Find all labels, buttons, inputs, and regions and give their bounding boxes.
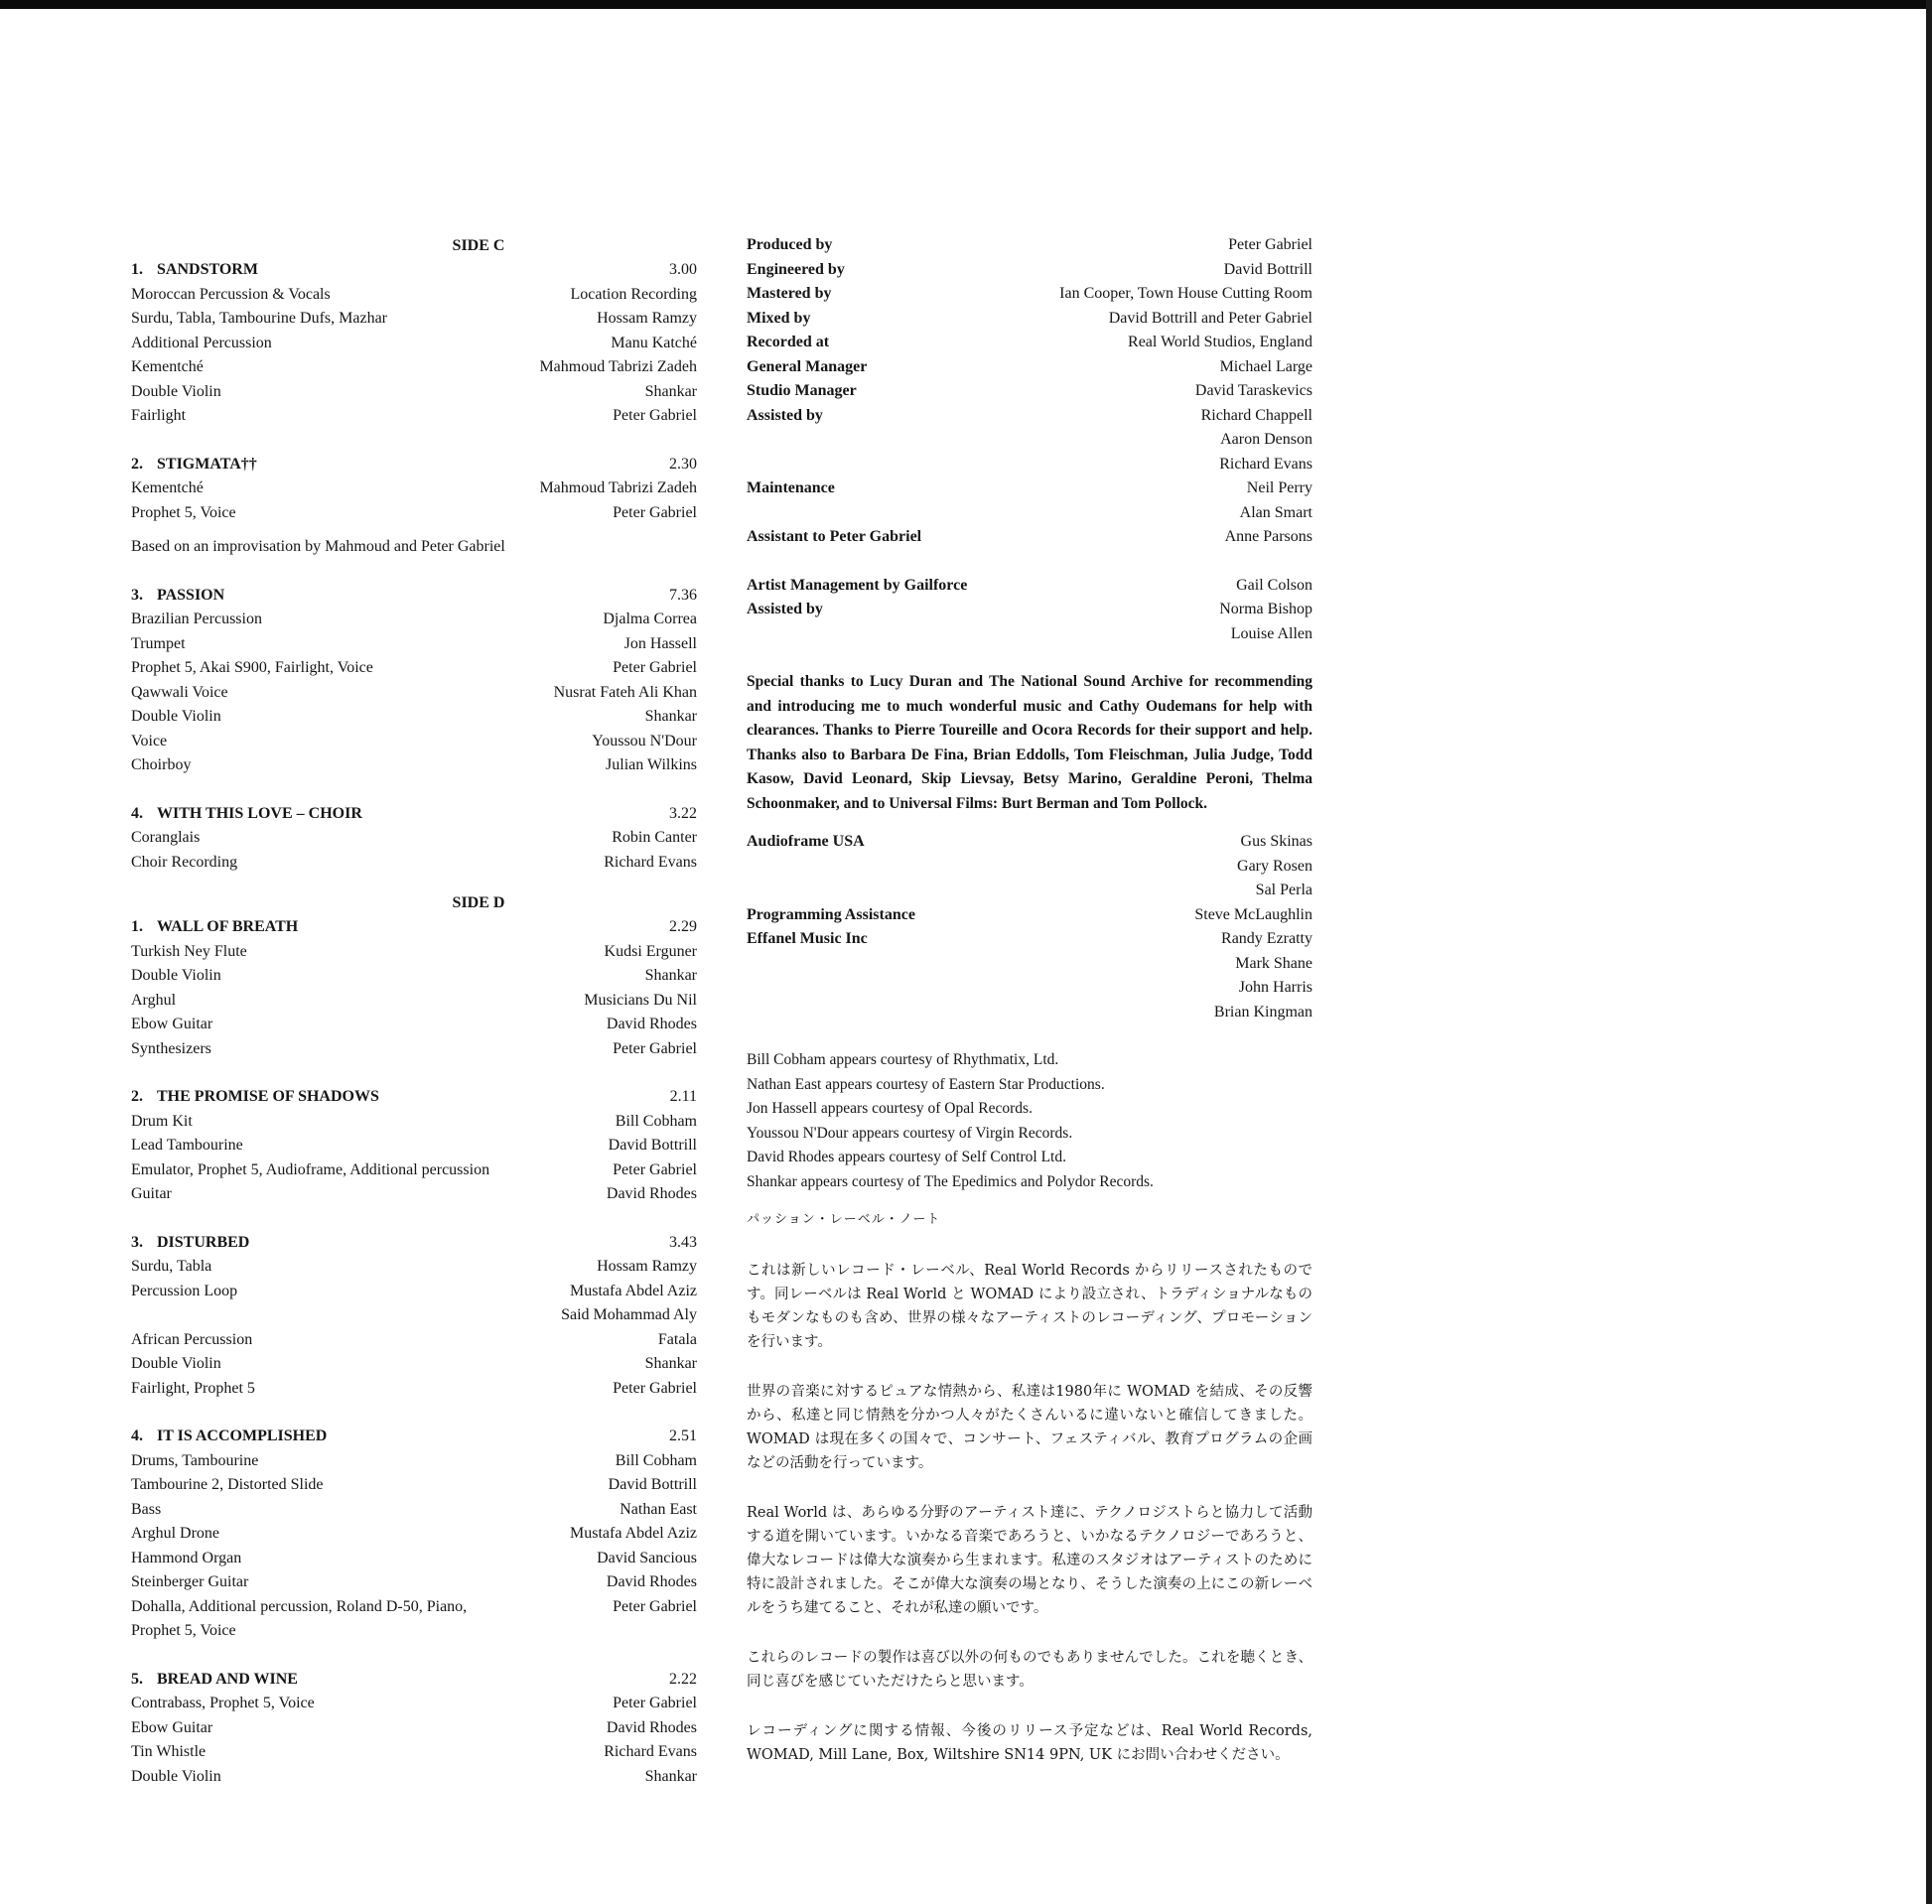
track (131, 453, 697, 560)
side-c-tracks (131, 258, 697, 875)
credit-name: Peter Gabriel (613, 1379, 697, 1397)
track-title: WALL OF BREATH (157, 918, 299, 935)
credit-row (131, 753, 697, 778)
credit-role: Dohalla, Additional percussion, Roland D-50, Piano, (131, 1597, 468, 1615)
credit-row (131, 1013, 697, 1037)
credit-role: Double Violin (131, 382, 221, 400)
credit-name: David Rhodes (606, 1718, 697, 1736)
credit-name: Alan Smart (1239, 503, 1312, 521)
credit-row (747, 307, 1312, 332)
track-title-line (131, 802, 362, 827)
credit-role: Hammond Organ (131, 1549, 242, 1566)
credit-name: Robin Canter (612, 829, 697, 846)
credit-row (747, 574, 1312, 599)
thanks-paragraph: Special thanks to Lucy Duran and The National Sound Archive for recommending and introducing me to much wonderful music and Cathy Oudemans for help with clearances. Thanks to Pierre Toureille and Ocora Records for their support and help. Thanks also to Barbara De Fina, Brian Eddolls, Tom Fleischman, Julia Judge, Todd Kasow, David Leonard, Skip Lievsay, Betsy Marino, Geraldine Peroni, Thelma Schoonmaker, and to Universal Films: Burt Berman and Tom Pollock. (747, 673, 1312, 812)
credit-row (131, 307, 697, 332)
credit-row (131, 705, 697, 730)
track (131, 258, 697, 429)
credit-row (131, 1303, 697, 1328)
credit-name: Shankar (644, 967, 697, 984)
courtesy-line: Shankar appears courtesy of The Epedimics and Polydor Records. (747, 1172, 1154, 1190)
credit-name: Peter Gabriel (613, 1160, 697, 1178)
track-title-line (131, 1668, 298, 1693)
credit-role: Coranglais (131, 829, 201, 846)
credit-role: Artist Management by Gailforce (747, 576, 968, 594)
credit-row (131, 1595, 697, 1620)
japanese-notes (747, 1259, 1312, 1767)
credit-row (747, 453, 1312, 477)
credit-name: Julian Wilkins (606, 756, 697, 773)
credit-row (747, 927, 1312, 952)
credit-name: David Bottrill and Peter Gabriel (1108, 309, 1312, 327)
japanese-paragraph: レコーディングに関する情報、今後のリリース予定などは、Real World Records, WOMAD, Mill Lane, Box, Wiltshire SN14 9PN, UK にお問い合わせください。 (747, 1722, 1312, 1763)
credit-name: Gary Rosen (1237, 857, 1312, 875)
credit-name: Real World Studios, England (1128, 334, 1312, 350)
credit-name: Bill Cobham (615, 1451, 697, 1469)
credit-row (131, 608, 697, 632)
track-number: 4. (131, 1428, 143, 1444)
credit-role: Tin Whistle (131, 1743, 207, 1760)
credit-row (131, 1255, 697, 1280)
production-credits (747, 233, 1312, 550)
track-title-line (131, 1085, 379, 1110)
japanese-paragraph: これは新しいレコード・レーベル、Real World Records からリリースされたものです。同レーベルは Real World と WOMAD により設立され、トラディショナルなものもモダンなものも含め、世界の様々なアーティストのレコーディング、プロモーションを行います。 (747, 1262, 1312, 1350)
credit-role: Choir Recording (131, 853, 238, 871)
track-title-line (131, 1425, 327, 1449)
credit-row (131, 404, 697, 429)
credit-role: Emulator, Prophet 5, Audioframe, Additional percussion (131, 1160, 490, 1178)
credit-role: Brazilian Percussion (131, 611, 262, 627)
credit-row (747, 404, 1312, 429)
credit-row (131, 1522, 697, 1547)
credit-role: Assisted by (747, 601, 823, 617)
track (131, 802, 697, 876)
track (131, 584, 697, 778)
credit-role: Moroccan Percussion & Vocals (131, 285, 331, 303)
credit-name: Peter Gabriel (613, 407, 697, 424)
track-header (131, 802, 697, 827)
credit-row (747, 258, 1312, 283)
credit-row (131, 656, 697, 681)
credit-role: Assisted by (747, 406, 823, 424)
track (131, 1085, 697, 1207)
credit-name: Kudsi Erguner (604, 942, 697, 960)
track-number: 1. (131, 918, 143, 935)
credit-name: Hossam Ramzy (597, 1258, 697, 1275)
track-number: 3. (131, 586, 143, 604)
credit-role: Drums, Tambourine (131, 1451, 259, 1469)
credit-row (131, 501, 697, 526)
credit-role: Synthesizers (131, 1039, 211, 1057)
credit-name: Fatala (657, 1330, 697, 1348)
track-header (131, 915, 697, 940)
track (131, 915, 697, 1061)
credit-name: Peter Gabriel (613, 1695, 697, 1711)
credit-name: David Bottrill (608, 1476, 697, 1493)
credit-row (131, 476, 697, 501)
credit-name: Sal Perla (1255, 882, 1312, 898)
track-header (131, 1425, 697, 1449)
credit-role: Voice (131, 732, 168, 749)
track-duration: 3.00 (669, 261, 697, 278)
track-title-line (131, 453, 257, 477)
credit-role: Tambourine 2, Distorted Slide (131, 1476, 324, 1493)
credit-row (747, 830, 1312, 855)
track-duration: 7.36 (669, 586, 697, 604)
credit-name: Brian Kingman (1213, 1003, 1312, 1020)
credit-role: General Manager (747, 357, 868, 375)
credit-role: Arghul (131, 991, 177, 1009)
credit-name: Djalma Correa (603, 611, 697, 627)
track-duration: 3.22 (669, 804, 697, 822)
credit-name: David Taraskevics (1194, 382, 1312, 399)
side-d-tracks (131, 915, 697, 1789)
credit-role: Assistant to Peter Gabriel (747, 528, 922, 545)
courtesy-line: Youssou N'Dour appears courtesy of Virgin Records. (747, 1124, 1073, 1142)
credit-row (131, 380, 697, 405)
credit-role: Choirboy (131, 756, 192, 773)
credit-row (747, 379, 1312, 404)
credit-name: Peter Gabriel (613, 659, 697, 676)
credit-name: Bill Cobham (615, 1112, 697, 1130)
track-duration: 2.11 (669, 1088, 697, 1105)
credit-role: Surdu, Tabla, Tambourine Dufs, Mazhar (131, 310, 387, 327)
credit-role: Trumpet (131, 634, 186, 652)
track-title-line (131, 258, 258, 283)
credit-row (747, 598, 1312, 622)
credit-name: Manu Katché (611, 334, 697, 351)
credit-name: Musicians Du Nil (584, 991, 697, 1009)
credit-row (131, 681, 697, 706)
credit-name: Peter Gabriel (613, 1039, 697, 1057)
credit-name: Shankar (644, 1767, 697, 1785)
track-number: 4. (131, 804, 143, 822)
credit-role: Turkish Ney Flute (131, 942, 247, 960)
credit-row (747, 476, 1312, 501)
credit-role: Maintenance (747, 479, 835, 496)
courtesy-line: Bill Cobham appears courtesy of Rhythmatix, Ltd. (747, 1051, 1059, 1068)
credit-role: Ebow Guitar (131, 1718, 213, 1736)
credit-role: Studio Manager (747, 382, 857, 399)
japanese-paragraph: これらのレコードの製作は喜び以外の何ものでもありませんでした。これを聴くとき、同じ喜びを感じていただけたらと思います。 (747, 1649, 1312, 1690)
track-header (131, 584, 697, 609)
track-title: THE PROMISE OF SHADOWS (157, 1088, 379, 1105)
credit-name: David Rhodes (606, 1185, 697, 1202)
credit-row (747, 233, 1312, 258)
credit-name: David Bottrill (1223, 260, 1312, 278)
japanese-paragraph: 世界の音楽に対するピュアな情熱から、私達は1980年に WOMAD を結成、その反響から、私達と同じ情熱を分かつ人々がたくさんいるに違いないと確信してきました。WOMAD は現在多くの国々で、コンサート、フェスティバル、教育プログラムの企画などの活動を行っています。 (747, 1383, 1312, 1471)
credit-role: Arghul Drone (131, 1525, 220, 1542)
credit-row (131, 1498, 697, 1523)
track-number: 2. (131, 455, 143, 473)
credit-row (747, 525, 1312, 550)
credits-column (747, 233, 1312, 1793)
top-border (0, 0, 1932, 9)
track-note: Based on an improvisation by Mahmoud and Peter Gabriel (131, 538, 505, 555)
credit-role: Programming Assistance (747, 905, 915, 923)
credit-name: Steve McLaughlin (1194, 905, 1312, 923)
credit-name: Ian Cooper, Town House Cutting Room (1059, 285, 1312, 302)
credit-row (131, 1740, 697, 1765)
credit-role: Double Violin (131, 708, 221, 725)
credit-row (131, 1570, 697, 1595)
credit-name: Youssou N'Dour (592, 732, 697, 749)
credit-row (131, 1619, 697, 1644)
track-title: BREAD AND WINE (157, 1670, 298, 1688)
credit-name: Richard Chappell (1200, 406, 1312, 424)
track-title: SANDSTORM (157, 261, 258, 278)
track-header (131, 453, 697, 477)
track-header (131, 1231, 697, 1256)
credit-role: Percussion Loop (131, 1282, 238, 1299)
credit-row (131, 1110, 697, 1135)
credit-role: Drum Kit (131, 1112, 193, 1130)
credit-name: Richard Evans (604, 1743, 697, 1760)
credit-name: Peter Gabriel (613, 1597, 697, 1615)
credit-row (131, 1449, 697, 1474)
credit-name: Peter Gabriel (1228, 236, 1312, 253)
credit-row (131, 1473, 697, 1498)
credit-name: Gus Skinas (1240, 833, 1312, 850)
track (131, 1231, 697, 1402)
courtesy-line: David Rhodes appears courtesy of Self Control Ltd. (747, 1149, 1066, 1165)
track-title-line (131, 584, 224, 609)
credit-row (747, 855, 1312, 880)
track-title: WITH THIS LOVE – CHOIR (157, 804, 362, 822)
track-number: 5. (131, 1670, 143, 1688)
courtesy-line: Nathan East appears courtesy of Eastern Star Productions. (747, 1075, 1105, 1093)
credit-row (747, 903, 1312, 928)
credit-role: Double Violin (131, 967, 221, 984)
credit-name: David Rhodes (606, 1573, 697, 1590)
credit-name: Neil Perry (1246, 479, 1312, 496)
credit-name: Said Mohammad Aly (561, 1306, 697, 1323)
track-number: 2. (131, 1088, 143, 1105)
track-header (131, 1085, 697, 1110)
credit-role: Guitar (131, 1185, 172, 1202)
credit-role: Produced by (747, 236, 833, 253)
credit-name: Randy Ezratty (1221, 930, 1312, 947)
credit-role: African Percussion (131, 1330, 253, 1348)
credit-row (131, 851, 697, 876)
track-duration: 2.51 (669, 1428, 697, 1444)
track (131, 1668, 697, 1790)
credit-row (131, 355, 697, 380)
credit-row (131, 632, 697, 657)
track-title: PASSION (157, 586, 225, 604)
japanese-paragraph: Real World は、あらゆる分野のアーティスト達に、テクノロジストらと協力して活動する道を開いています。いかなる音楽であろうと、いかなるテクノロジーであろうと、偉大なレコードは偉大な演奏から生まれます。私達のスタジオはアーティストのために特に設計されました。そこが偉大な演奏の場となり、そうした演奏の上にこの新レーベルをうち建てること、それが私達の願いです。 (747, 1504, 1312, 1616)
credit-role: Steinberger Guitar (131, 1573, 249, 1590)
credit-row (131, 730, 697, 754)
credit-name: Michael Large (1219, 357, 1312, 375)
track-header (131, 258, 697, 283)
credit-row (131, 1134, 697, 1158)
track-title: STIGMATA†† (157, 455, 257, 473)
credit-row (747, 282, 1312, 307)
credit-row (131, 964, 697, 989)
credit-role: Double Violin (131, 1767, 221, 1785)
credit-row (747, 622, 1312, 647)
credit-role: Effanel Music Inc (747, 930, 868, 947)
credit-row (131, 332, 697, 356)
tracklist-column (131, 233, 697, 1813)
credit-row (131, 826, 697, 851)
credit-name: Gail Colson (1236, 576, 1312, 594)
credit-row (747, 879, 1312, 903)
credit-name: Richard Evans (1219, 455, 1312, 473)
credit-name: John Harris (1238, 979, 1312, 996)
credit-row (131, 989, 697, 1014)
credit-row (131, 1352, 697, 1377)
credit-role: Additional Percussion (131, 334, 272, 351)
credit-name: Mustafa Abdel Aziz (570, 1282, 697, 1299)
credit-row (747, 952, 1312, 977)
credit-name: Nusrat Fateh Ali Khan (553, 683, 697, 701)
credit-row (747, 331, 1312, 355)
track-title: IT IS ACCOMPLISHED (157, 1428, 328, 1444)
credit-role: Audioframe USA (747, 833, 865, 850)
credit-name: Norma Bishop (1219, 601, 1312, 617)
credit-row (131, 1547, 697, 1571)
track-title-line (131, 1231, 249, 1256)
credit-name: Mahmoud Tabrizi Zadeh (539, 479, 697, 496)
credit-row (131, 1328, 697, 1353)
credit-name: Peter Gabriel (613, 503, 697, 521)
track-title: DISTURBED (157, 1233, 250, 1251)
credit-role: Ebow Guitar (131, 1016, 213, 1032)
credit-role: Mastered by (747, 285, 832, 302)
credit-role: Surdu, Tabla (131, 1258, 212, 1275)
credit-row (747, 428, 1312, 453)
credit-row (131, 1377, 697, 1402)
credit-name: Jon Hassell (623, 634, 697, 652)
credit-name: Hossam Ramzy (597, 310, 697, 327)
track-duration: 2.29 (669, 918, 697, 935)
japanese-notes-title: パッション・レーベル・ノート (747, 1212, 941, 1227)
credit-name: Shankar (644, 382, 697, 400)
track-duration: 3.43 (669, 1233, 697, 1251)
side-d-title: SIDE D (452, 894, 505, 911)
credit-row (747, 501, 1312, 526)
credit-row (131, 1765, 697, 1790)
credit-row (131, 283, 697, 308)
credit-name (685, 1619, 697, 1644)
credit-name: Mark Shane (1235, 954, 1312, 972)
audioframe-credits (747, 830, 1312, 1024)
credit-row (131, 1692, 697, 1716)
track (131, 1425, 697, 1644)
credit-role: Prophet 5, Voice (131, 1622, 236, 1639)
courtesy-notes (747, 1048, 1312, 1194)
credit-row (131, 1158, 697, 1183)
credit-name: Nathan East (620, 1500, 697, 1518)
credit-name: Mahmoud Tabrizi Zadeh (539, 358, 697, 375)
credit-name: Louise Allen (1230, 624, 1312, 642)
credit-name: Shankar (644, 1355, 697, 1372)
credit-row (131, 1037, 697, 1062)
credit-role: Fairlight, Prophet 5 (131, 1379, 255, 1397)
credit-role: Lead Tambourine (131, 1137, 243, 1154)
credit-role: Fairlight (131, 407, 187, 424)
credit-role: Engineered by (747, 260, 845, 278)
credit-row (131, 1716, 697, 1741)
credit-name: Mustafa Abdel Aziz (570, 1525, 697, 1542)
credit-name: David Sancious (597, 1549, 697, 1566)
side-c-title: SIDE C (452, 237, 505, 254)
track-number: 3. (131, 1233, 143, 1251)
credit-role: Contrabass, Prophet 5, Voice (131, 1695, 315, 1711)
track-duration: 2.30 (669, 455, 697, 473)
credit-name: David Bottrill (608, 1137, 697, 1154)
credit-row (131, 1280, 697, 1304)
credit-row (747, 355, 1312, 380)
credit-role: Kementché (131, 479, 204, 496)
track-number: 1. (131, 261, 143, 278)
credit-row (747, 976, 1312, 1001)
credit-row (131, 940, 697, 965)
credit-role: Bass (131, 1500, 162, 1518)
track-duration: 2.22 (669, 1670, 697, 1688)
courtesy-line: Jon Hassell appears courtesy of Opal Records. (747, 1100, 1033, 1117)
credit-row (747, 1001, 1312, 1025)
management-credits (747, 574, 1312, 647)
track-header (131, 1668, 697, 1693)
credit-name: Shankar (644, 708, 697, 725)
credit-name: Aaron Denson (1220, 431, 1312, 448)
credit-role: Recorded at (747, 334, 830, 350)
credit-role: Kementché (131, 358, 204, 375)
credit-name: Anne Parsons (1224, 528, 1312, 545)
track-title-line (131, 915, 298, 940)
credit-name: Location Recording (570, 285, 697, 303)
credit-role: Qawwali Voice (131, 683, 228, 701)
credit-role: Prophet 5, Voice (131, 503, 236, 521)
credit-row (131, 1182, 697, 1207)
credit-role: Mixed by (747, 309, 811, 327)
right-border (1926, 0, 1932, 1904)
credit-role: Prophet 5, Akai S900, Fairlight, Voice (131, 659, 373, 676)
credit-name: Richard Evans (604, 853, 697, 871)
credit-role: Double Violin (131, 1355, 221, 1372)
credit-name: David Rhodes (606, 1016, 697, 1032)
